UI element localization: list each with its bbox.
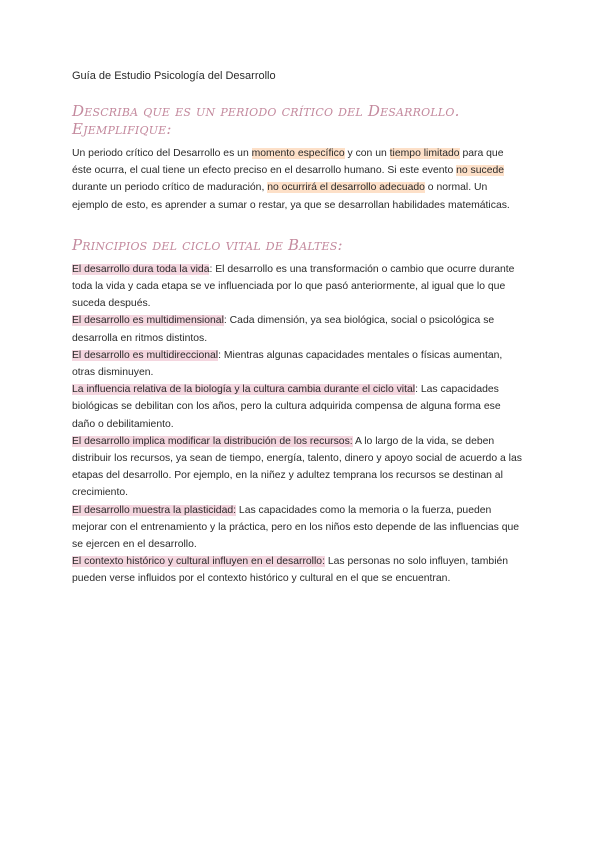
text-run: y con un (344, 148, 390, 159)
document-title: Guía de Estudio Psicología del Desarrollo (72, 70, 276, 82)
highlight-momento-especifico: momento específico (251, 148, 345, 159)
principle-item (72, 261, 522, 313)
principle-label: El desarrollo es multidireccional (72, 349, 219, 361)
highlight-no-sucede: no sucede (456, 165, 505, 177)
principle-item (72, 347, 522, 381)
principle-item (72, 553, 522, 587)
text-run: durante un periodo crítico de maduración, (72, 182, 268, 194)
principle-label: El desarrollo dura toda la vida (72, 263, 210, 275)
principle-text: A lo largo de la vida, se deben distribuir los recursos, ya sean de tiempo, energía, talento, dinero y apoyo social de acuerdo a las etapas del desarrollo. Por ejemplo, en la niñez y adultez temprana los recursos se destinan al crecimiento. (72, 435, 522, 499)
section-heading-baltes: Principios del ciclo vital de Baltes: (72, 235, 343, 254)
principle-text: : El desarrollo es una transformación o cambio que ocurre durante toda la vida y cada etapa se ve influenciada por lo que pasó anteriormente, al igual que lo que suceda después. (72, 263, 515, 310)
highlight-no-ocurrira: no ocurrirá el desarrollo adecuado (267, 182, 425, 194)
principle-item (72, 312, 522, 346)
text-run: para que éste ocurra, el cual tiene un efecto preciso en el desarrollo humano. Si este evento (72, 148, 504, 177)
principle-text: : Cada dimensión, ya sea biológica, social o psicológica se desarrolla en ritmos distintos. (72, 315, 495, 344)
text-run: Un periodo crítico del Desarrollo es un (72, 148, 252, 159)
principle-item (72, 381, 522, 433)
section-heading-critical-period: Describa que es un periodo crítico del Desarrollo. Ejemplifique: (72, 102, 460, 138)
principle-text: : Mientras algunas capacidades mentales o físicas aumentan, otras disminuyen. (72, 349, 503, 379)
principle-label: La influencia relativa de la biología y la cultura cambia durante el ciclo vital (72, 384, 416, 396)
highlight-tiempo-limitado: tiempo limitado (389, 148, 460, 159)
principle-label: El desarrollo muestra la plasticidad: (72, 504, 237, 516)
critical-period-paragraph (72, 145, 522, 214)
principle-text: : Las capacidades biológicas se debilitan con los años, pero la cultura adquirida compensa de alguna forma ese daño o debilitamiento. (72, 384, 501, 430)
principle-label: El contexto histórico y cultural influyen en el desarrollo: (72, 556, 325, 568)
text-run: o normal. Un ejemplo de esto, es aprender a sumar o restar, ya que se desarrollan habilidades matemáticas. (72, 182, 510, 211)
principle-item (72, 433, 522, 502)
principle-text: Las personas no solo influyen, también pueden verse influidos por el contexto histórico y cultural en el que se encuentran. (72, 556, 509, 585)
principle-text: Las capacidades como la memoria o la fuerza, pueden mejorar con el entrenamiento y la práctica, pero en los niños esto depende de las influencias que se ejercen en el desarrollo. (72, 504, 520, 551)
principle-item (72, 502, 522, 554)
principle-label: El desarrollo implica modificar la distribución de los recursos: (72, 435, 353, 447)
principle-label: El desarrollo es multidimensional (72, 315, 224, 327)
